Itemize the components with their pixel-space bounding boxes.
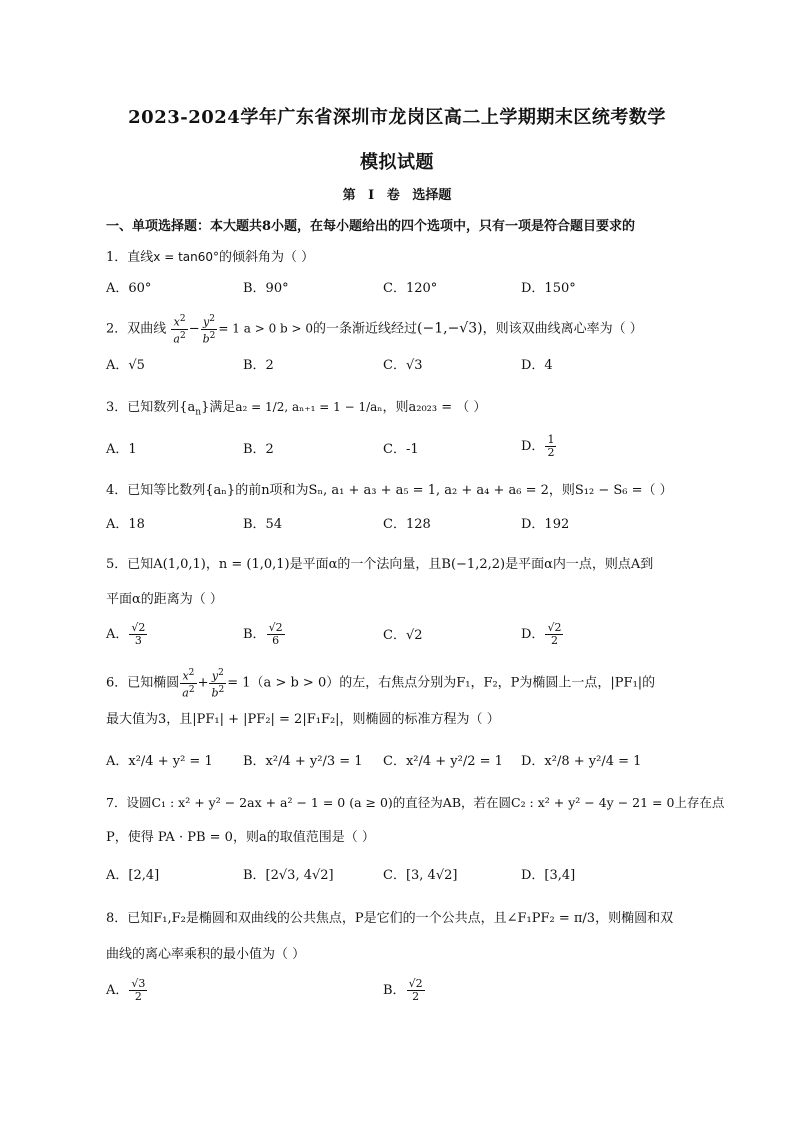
q3-option-c: C．-1 [383, 442, 419, 457]
q7-option-d: D．[3,4] [521, 868, 576, 883]
part-label-4: 选择题 [412, 188, 452, 203]
question-5-line2: 平面α的距离为（ ） [106, 592, 223, 607]
q6-option-d: D．x²/8 + y²/4 = 1 [521, 754, 642, 769]
q1-option-a: A．60° [106, 281, 152, 296]
q2-option-a: A．√5 [106, 358, 145, 373]
q4-option-c: C．128 [383, 517, 431, 532]
q4-option-d: D．192 [521, 517, 570, 532]
q1-option-b: B．90° [243, 281, 289, 296]
q3-option-d: D． $\frac{1}{2}$ [521, 433, 555, 459]
q6-option-b: B．x²/4 + y²/3 = 1 [243, 754, 363, 769]
question-3: 3．已知数列$\{a_n\}$满足a₂ = 1/2, aₙ₊₁ = 1 − 1/aₙ，则a₂₀₂₃ = （ ） [106, 400, 487, 418]
q5-option-b: B． $\frac{√2}{6}$ [243, 621, 283, 647]
q6-option-a: A．x²/4 + y² = 1 [106, 754, 213, 769]
q1-option-d: D．150° [521, 281, 576, 296]
q4-option-b: B．54 [243, 517, 283, 532]
part-label-2: I [368, 188, 375, 203]
q3-option-b: B．2 [243, 442, 274, 457]
q4-option-a: A．18 [106, 517, 145, 532]
question-2: 2．双曲线 $\frac{x^2}{a^2}$ − $\frac{y^2}{b^2}$ = 1 a > 0 b > 0的一条渐近线经过(−1,−√3)，则该双曲线离心率为（ ） [106, 314, 643, 346]
question-5-line1: 5．已知A(1,0,1)，n = (1,0,1)是平面α的一个法向量，且B(−1,2,2)是平面α内一点，则点A到 [106, 557, 654, 572]
question-7-line1: 7．设圆C₁ : x² + y² − 2ax + a² − 1 = 0 (a ≥ 0)的直径为AB，若在圆C₂ : x² + y² − 4y − 21 = 0上存在点 [106, 795, 725, 810]
q7-option-b: B．[2√3, 4√2] [243, 868, 334, 883]
q2-option-b: B．2 [243, 358, 274, 373]
question-7-line2: P，使得 PA · PB = 0，则a的取值范围是（ ） [106, 830, 375, 845]
q8-option-a: A． $\frac{√3}{2}$ [106, 977, 146, 1003]
part-heading [0, 184, 794, 203]
q2-option-c: C．√3 [383, 358, 423, 373]
question-6-line2: 最大值为3，且|PF₁| + |PF₂| = 2|F₁F₂|，则椭圆的标准方程为（ ） [106, 712, 500, 727]
part-label-1: 第 [342, 188, 356, 203]
section-heading: 一、单项选择题：本大题共8小题，在每小题给出的四个选项中，只有一项是符合题目要求的 [106, 219, 636, 234]
q7-option-a: A．[2,4] [106, 868, 160, 883]
q5-option-a: A． $\frac{√2}{3}$ [106, 621, 146, 647]
question-6-line1: 6．已知椭圆 $\frac{x^2}{a^2}$ + $\frac{y^2}{b^2}$ = 1（a > b > 0）的左，右焦点分别为F₁，F₂，P为椭圆上一点，|PF₁|的 [106, 668, 656, 700]
q1-option-c: C．120° [383, 281, 438, 296]
q2-option-d: D．4 [521, 358, 553, 373]
exam-title-line1: 2023-2024学年广东省深圳市龙岗区高二上学期期末区统考数学 [128, 107, 666, 128]
q7-option-c: C．[3, 4√2] [383, 868, 458, 883]
q8-option-b: B． $\frac{√2}{2}$ [383, 977, 423, 1003]
question-4: 4．已知等比数列{aₙ}的前n项和为Sₙ, a₁ + a₃ + a₅ = 1, a₂ + a₄ + a₆ = 2，则S₁₂ − S₆ =（ ） [106, 483, 673, 498]
q5-option-d: D． $\frac{√2}{2}$ [521, 621, 562, 647]
exam-title-line2: 模拟试题 [360, 152, 434, 173]
q5-option-c: C．√2 [383, 628, 423, 643]
question-1: 1．直线x = tan60°的倾斜角为（ ） [106, 250, 315, 265]
q6-option-c: C．x²/4 + y²/2 = 1 [383, 754, 503, 769]
q3-option-a: A．1 [106, 442, 137, 457]
question-8-line2: 曲线的离心率乘积的最小值为（ ） [106, 947, 306, 962]
question-8-line1: 8．已知F₁,F₂是椭圆和双曲线的公共焦点，P是它们的一个公共点，且∠F₁PF₂ = π/3，则椭圆和双 [106, 911, 674, 926]
part-label-3: 卷 [386, 188, 400, 203]
